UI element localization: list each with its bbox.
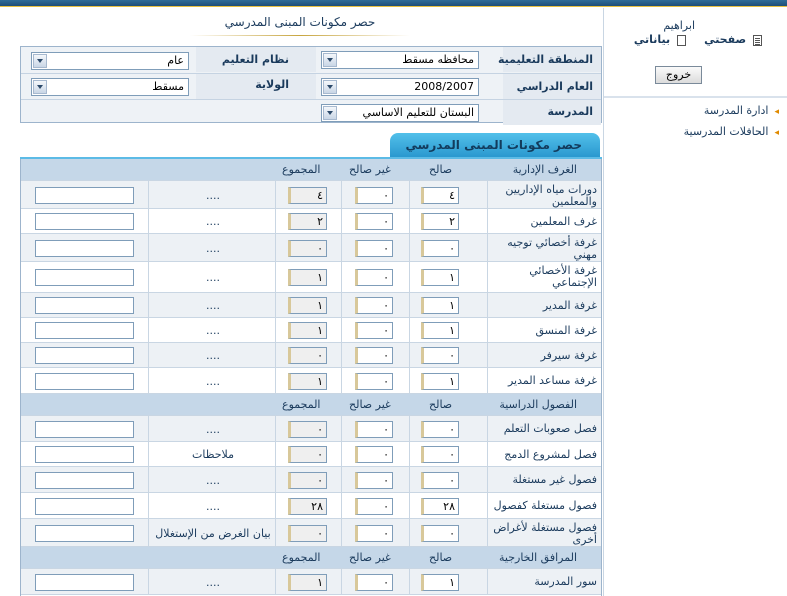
total-field: ٢٨ — [288, 498, 327, 515]
my-page-label[interactable]: صفحتي — [704, 33, 747, 46]
invalid-input[interactable]: ٠ — [355, 421, 393, 438]
table-row — [21, 209, 601, 234]
invalid-input[interactable]: ٠ — [355, 446, 393, 463]
invalid-header: غير صالح — [349, 163, 391, 176]
top-bar — [0, 0, 787, 7]
invalid-input[interactable]: ٠ — [355, 240, 393, 257]
invalid-input[interactable]: ٠ — [355, 269, 393, 286]
total-field: ١ — [288, 574, 327, 591]
system-value: عام — [167, 54, 184, 67]
valid-input[interactable]: ١ — [421, 269, 459, 286]
row-label: فصول مستغلة لأغراض أخرى — [493, 521, 597, 546]
row-label: فصل صعوبات التعلم — [503, 422, 597, 435]
sidebar-divider — [604, 96, 787, 98]
note-label: .... — [206, 189, 220, 202]
row-label: غرفة الأخصائي الإجتماعي — [529, 264, 597, 289]
region-select[interactable] — [321, 51, 479, 69]
filter-panel — [20, 46, 602, 123]
note-label: .... — [206, 271, 220, 284]
total-field: ٢ — [288, 213, 327, 230]
my-data-link[interactable] — [634, 33, 686, 46]
total-field: ١ — [288, 322, 327, 339]
school-select[interactable] — [321, 104, 479, 122]
row-label: فصول مستغلة كفصول — [493, 499, 597, 512]
invalid-header: غير صالح — [349, 551, 391, 564]
note-input[interactable] — [35, 373, 134, 390]
components-table — [20, 159, 602, 596]
user-name: ابراهيم — [663, 19, 695, 32]
chevron-down-icon[interactable] — [323, 106, 337, 120]
valid-input[interactable]: ٠ — [421, 347, 459, 364]
system-select[interactable] — [31, 52, 189, 70]
note-label: .... — [206, 242, 220, 255]
title-underline — [190, 35, 410, 36]
note-input[interactable] — [35, 574, 134, 591]
row-label: غرفة المدير — [542, 299, 597, 312]
region-value: محافظه مسقط — [402, 53, 474, 66]
note-input[interactable] — [35, 269, 134, 286]
note-label: .... — [206, 349, 220, 362]
state-label: الولاية — [255, 78, 289, 91]
valid-input[interactable]: ٢ — [421, 213, 459, 230]
sidebar-item-label[interactable]: الحافلات المدرسية — [683, 125, 769, 138]
valid-header: صالح — [429, 163, 453, 176]
invalid-input[interactable]: ٠ — [355, 525, 393, 542]
region-label: المنطقة التعليمية — [497, 53, 593, 66]
total-field: ٤ — [288, 187, 327, 204]
note-label: ملاحظات — [192, 448, 234, 461]
total-header: المجموع — [282, 398, 321, 411]
invalid-input[interactable]: ٠ — [355, 574, 393, 591]
valid-input[interactable]: ٠ — [421, 446, 459, 463]
invalid-header: غير صالح — [349, 398, 391, 411]
state-select[interactable] — [31, 78, 189, 96]
row-label: سور المدرسة — [534, 575, 597, 588]
my-data-label[interactable]: بياناتي — [633, 33, 671, 46]
note-input[interactable] — [35, 322, 134, 339]
row-label: غرفة مساعد المدير — [507, 374, 597, 387]
total-field: ٠ — [288, 446, 327, 463]
section-title: حصر مكونات المبنى المدرسي — [390, 133, 600, 157]
row-label: فصول غير مستغلة — [512, 473, 597, 486]
note-input[interactable] — [35, 446, 134, 463]
table-row — [21, 519, 601, 547]
row-label: غرفة أخصائي توجيه مهني — [507, 236, 597, 261]
invalid-input[interactable]: ٠ — [355, 498, 393, 515]
state-value: مسقط — [152, 80, 184, 93]
filter-row — [21, 99, 601, 124]
table-row — [21, 343, 601, 368]
note-input[interactable] — [35, 498, 134, 515]
sidebar-item-school-buses[interactable] — [609, 125, 779, 138]
chevron-down-icon[interactable] — [323, 80, 337, 94]
table-row — [21, 467, 601, 493]
invalid-input[interactable]: ٠ — [355, 373, 393, 390]
chevron-left-icon: ◂ — [774, 128, 779, 138]
table-row — [21, 569, 601, 595]
table-row — [21, 234, 601, 262]
group-header — [21, 547, 601, 569]
invalid-input[interactable]: ٠ — [355, 347, 393, 364]
table-row — [21, 368, 601, 394]
my-page-link[interactable] — [704, 33, 762, 46]
pages-icon — [753, 35, 762, 46]
row-label: غرفة المنسق — [535, 324, 597, 337]
valid-input[interactable]: ١ — [421, 574, 459, 591]
note-input[interactable] — [35, 472, 134, 489]
note-label: .... — [206, 576, 220, 589]
group-title: الغرف الإدارية — [512, 163, 577, 176]
note-input[interactable] — [35, 525, 134, 542]
note-label: .... — [206, 500, 220, 513]
note-label: .... — [206, 375, 220, 388]
valid-input[interactable]: ١ — [421, 322, 459, 339]
table-row — [21, 293, 601, 318]
note-input[interactable] — [35, 240, 134, 257]
table-row — [21, 262, 601, 293]
valid-input[interactable]: ١ — [421, 373, 459, 390]
group-header — [21, 394, 601, 416]
table-row — [21, 416, 601, 442]
note-input[interactable] — [35, 297, 134, 314]
group-title: الفصول الدراسية — [499, 398, 577, 411]
invalid-input[interactable]: ٠ — [355, 322, 393, 339]
valid-input[interactable]: ٠ — [421, 240, 459, 257]
row-label: فصل لمشروع الدمج — [504, 448, 597, 461]
note-input[interactable] — [35, 421, 134, 438]
year-value: 2008/2007 — [414, 80, 474, 93]
document-icon — [677, 35, 686, 46]
chevron-down-icon[interactable] — [323, 53, 337, 67]
sidebar-item-school-management[interactable] — [609, 104, 779, 117]
row-label: غرفة سيرفر — [540, 349, 597, 362]
row-label: دورات مياه الإداريين والمعلمين — [505, 183, 597, 208]
group-header — [21, 159, 601, 181]
valid-input[interactable]: ٤ — [421, 187, 459, 204]
valid-input[interactable]: ١ — [421, 297, 459, 314]
total-field: ١ — [288, 297, 327, 314]
sidebar — [603, 8, 787, 596]
page-title: حصر مكونات المبنى المدرسي — [224, 15, 376, 29]
note-input[interactable] — [35, 187, 134, 204]
total-header: المجموع — [282, 163, 321, 176]
sidebar-item-label[interactable]: ادارة المدرسة — [703, 104, 769, 117]
note-label: .... — [206, 423, 220, 436]
note-label: .... — [206, 324, 220, 337]
invalid-input[interactable]: ٠ — [355, 297, 393, 314]
school-value: البستان للتعليم الاساسي — [362, 106, 474, 119]
valid-input[interactable]: ٠ — [421, 472, 459, 489]
note-label: .... — [206, 215, 220, 228]
group-title: المرافق الخارجية — [498, 551, 577, 564]
total-field: ٠ — [288, 525, 327, 542]
total-field: ٠ — [288, 421, 327, 438]
chevron-down-icon[interactable] — [33, 54, 47, 68]
row-label: غرف المعلمين — [530, 215, 597, 228]
table-row — [21, 442, 601, 467]
table-row — [21, 181, 601, 209]
table-row — [21, 493, 601, 519]
valid-header: صالح — [429, 551, 453, 564]
note-input[interactable] — [35, 213, 134, 230]
valid-input[interactable]: ٢٨ — [421, 498, 459, 515]
total-field: ١ — [288, 373, 327, 390]
total-field: ١ — [288, 269, 327, 286]
valid-input[interactable]: ٠ — [421, 525, 459, 542]
system-label: نظام التعليم — [221, 53, 289, 66]
chevron-left-icon: ◂ — [774, 107, 779, 117]
school-label: المدرسة — [547, 105, 593, 118]
invalid-input[interactable]: ٠ — [355, 472, 393, 489]
filter-row — [21, 73, 601, 98]
total-field: ٠ — [288, 347, 327, 364]
year-label: العام الدراسي — [516, 80, 593, 93]
invalid-input[interactable]: ٠ — [355, 187, 393, 204]
note-label: .... — [206, 474, 220, 487]
chevron-down-icon[interactable] — [33, 80, 47, 94]
invalid-input[interactable]: ٠ — [355, 213, 393, 230]
year-select[interactable] — [321, 78, 479, 96]
total-header: المجموع — [282, 551, 321, 564]
total-field: ٠ — [288, 240, 327, 257]
note-label: .... — [206, 299, 220, 312]
note-input[interactable] — [35, 347, 134, 364]
table-row — [21, 318, 601, 343]
valid-header: صالح — [429, 398, 453, 411]
valid-input[interactable]: ٠ — [421, 421, 459, 438]
note-label: بيان الغرض من الإستغلال — [155, 527, 271, 540]
total-field: ٠ — [288, 472, 327, 489]
filter-row — [21, 47, 601, 72]
logout-button[interactable]: خروج — [655, 66, 702, 84]
